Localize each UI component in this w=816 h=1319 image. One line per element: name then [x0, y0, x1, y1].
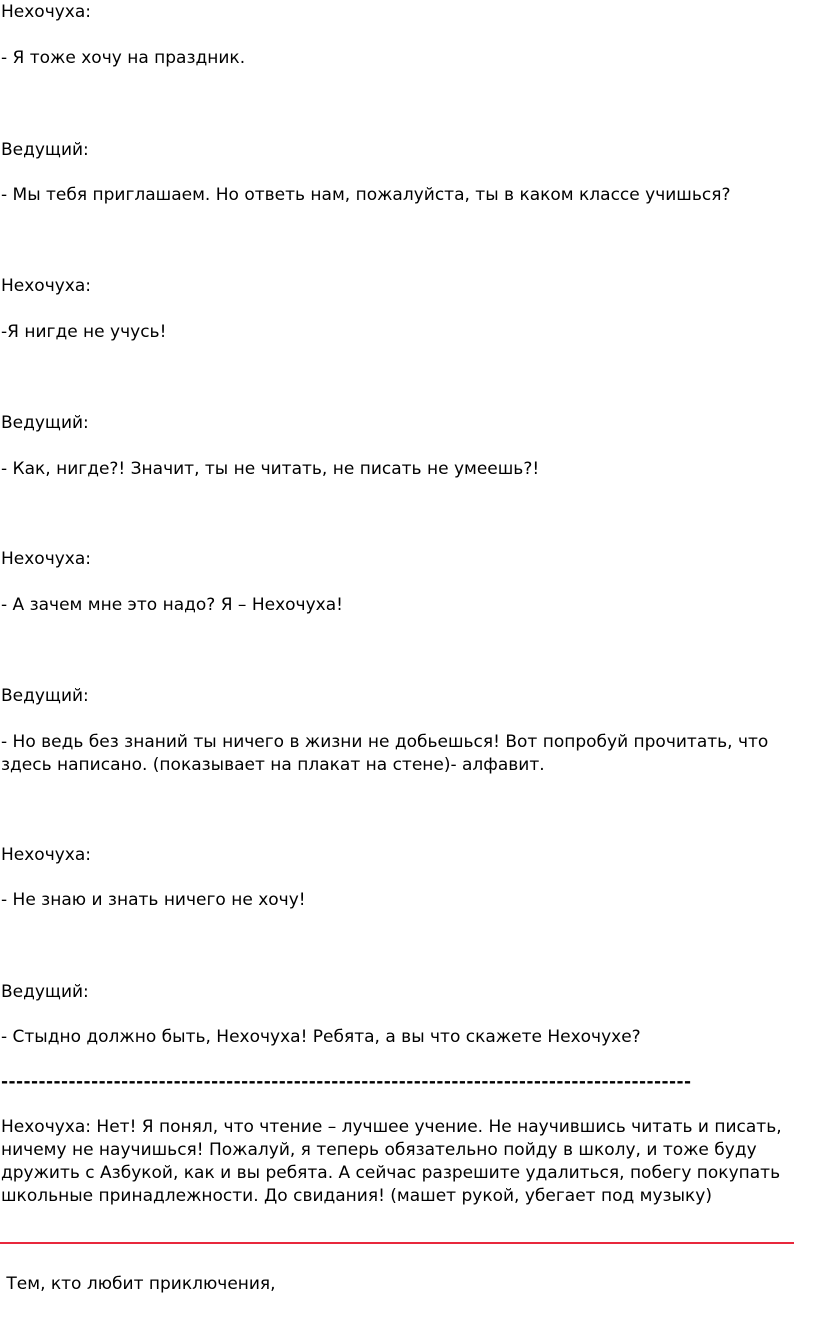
dialogue-line: -Я нигде не учусь! — [1, 322, 167, 342]
speaker-label: Нехочуха: — [1, 845, 92, 865]
dialogue-line: - А зачем мне это надо? Я – Нехочуха! — [1, 595, 343, 615]
speaker-label: Ведущий: — [1, 686, 89, 706]
speaker-label: Нехочуха: — [1, 549, 92, 569]
dialogue-line: - Как, нигде?! Значит, ты не читать, не писать не умеешь?! — [1, 459, 540, 479]
speaker-label: Нехочуха: — [1, 2, 92, 22]
dialogue-line: - Я тоже хочу на праздник. — [1, 48, 246, 68]
dialogue-line: - Не знаю и знать ничего не хочу! — [1, 890, 306, 910]
dialogue-line: - Но ведь без знаний ты ничего в жизни не добьешься! Вот попробуй прочитать, что здесь написано. (показывает на плакат на стене)- алфавит. — [1, 732, 769, 775]
speaker-label: Ведущий: — [1, 982, 89, 1002]
dash-separator: -------------------------------------------------------------------------------------------- — [1, 1072, 692, 1092]
speaker-label: Ведущий: — [1, 140, 89, 160]
red-divider — [0, 1242, 794, 1244]
dialogue-line: - Стыдно должно быть, Нехочуха! Ребята, а вы что скажете Нехочухе? — [1, 1027, 641, 1047]
next-section-line: Тем, кто любит приключения, — [1, 1274, 276, 1294]
speaker-label: Ведущий: — [1, 413, 89, 433]
dialogue-line: - Мы тебя приглашаем. Но ответь нам, пожалуйста, ты в каком классе учишься? — [1, 185, 731, 205]
speaker-label: Нехочуха: — [1, 276, 92, 296]
final-paragraph: Нехочуха: Нет! Я понял, что чтение – лучшее учение. Не научившись читать и писать, ничему не научишься! Пожалуй, я теперь обязательно пойду в школу, и тоже буду дружить с Азбукой, как и вы ребята. А сейчас разрешите удалиться, побегу покупать школьные принадлежности. До свидания! (машет рукой, убегает под музыку) — [1, 1117, 782, 1206]
